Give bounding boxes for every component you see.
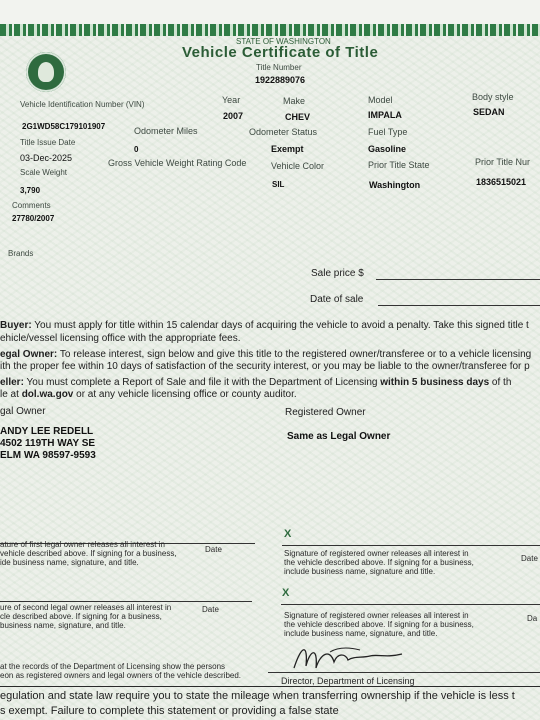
vehicle-color-value: SIL xyxy=(272,180,285,189)
odometer-miles-value: 0 xyxy=(134,145,139,154)
mileage-statement-1: egulation and state law require you to state the mileage when transferring ownership if the vehicle is less t xyxy=(0,690,515,702)
legal-owner-address-2: ELM WA 98597-9593 xyxy=(0,450,96,461)
title-number-label: Title Number xyxy=(256,63,302,72)
legal-owner-name: ANDY LEE REDELL xyxy=(0,426,94,437)
footer-divider xyxy=(0,686,540,687)
registered-owner-label: Registered Owner xyxy=(285,407,366,418)
first-legal-caption-2: vehicle described above. If signing for a business, xyxy=(0,549,177,558)
odometer-status-value: Exempt xyxy=(271,144,304,154)
second-legal-date-label: Date xyxy=(202,605,219,614)
comments-value: 27780/2007 xyxy=(12,214,55,223)
legal-owner-label: gal Owner xyxy=(0,406,46,417)
document-title: Vehicle Certificate of Title xyxy=(182,44,379,61)
gvwr-label: Gross Vehicle Weight Rating Code xyxy=(108,158,247,168)
registered-owner-value: Same as Legal Owner xyxy=(287,431,391,442)
director-signature-icon xyxy=(290,640,410,676)
model-value: IMPALA xyxy=(368,110,402,120)
registered-owner-x-mark: X xyxy=(284,528,292,540)
registered-owner-2-signature-line[interactable] xyxy=(281,604,540,605)
registered-owner-2-x-mark: X xyxy=(282,587,290,599)
model-label: Model xyxy=(368,95,393,105)
registered-2-caption-2: the vehicle described above. If signing for a business, xyxy=(284,620,474,629)
prior-title-state-label: Prior Title State xyxy=(368,160,430,170)
mileage-statement-2: s exempt. Failure to complete this statement or providing a false state xyxy=(0,705,339,717)
vehicle-color-label: Vehicle Color xyxy=(271,161,325,171)
second-legal-signature-line[interactable] xyxy=(0,601,252,602)
legal-owner-address-1: 4502 119TH WAY SE xyxy=(0,438,96,449)
year-value: 2007 xyxy=(223,111,244,121)
second-legal-caption-3: business name, signature, and title. xyxy=(0,621,126,630)
prior-title-state-value: Washington xyxy=(369,180,421,190)
registered-2-caption-1: Signature of registered owner releases all interest in xyxy=(284,611,469,620)
prior-title-number-label: Prior Title Nur xyxy=(475,157,531,167)
odometer-miles-label: Odometer Miles xyxy=(134,126,198,136)
records-statement-1: at the records of the Department of Licensing show the persons xyxy=(0,662,226,671)
make-value: CHEV xyxy=(285,112,311,122)
sale-date-label: Date of sale xyxy=(310,294,364,305)
vin-value: 2G1WD58C179101907 xyxy=(22,122,106,131)
legal-owner-notice-line2: ith the proper fee within 10 days of satisfaction of the security interest, or you may be liable to the owner/transferee for p xyxy=(0,361,530,372)
registered-owner-signature-line[interactable] xyxy=(282,545,540,546)
buyer-notice: Buyer: You must apply for title within 15 calendar days of acquiring the vehicle to avoid a penalty. Take this signed title t xyxy=(0,320,529,331)
odometer-status-label: Odometer Status xyxy=(249,127,318,137)
registered-2-date-label: Da xyxy=(527,614,538,623)
director-title: Director, Department of Licensing xyxy=(281,676,415,686)
sale-date-line[interactable] xyxy=(378,305,540,306)
brands-label: Brands xyxy=(8,249,34,258)
comments-label: Comments xyxy=(12,201,51,210)
registered-caption-1: Signature of registered owner releases all interest in xyxy=(284,549,469,558)
director-signature-line xyxy=(268,672,540,673)
seller-notice-line2: le at dol.wa.gov or at any vehicle licensing office or county auditor. xyxy=(0,389,297,400)
legal-owner-notice: egal Owner: To release interest, sign below and give this title to the registered owner/transferee or to a vehicle licensing xyxy=(0,349,532,360)
body-style-label: Body style xyxy=(472,92,514,102)
registered-caption-2: the vehicle described above. If signing for a business, xyxy=(284,558,474,567)
first-legal-caption-3: ide business name, signature, and title. xyxy=(0,558,139,567)
title-issue-date-label: Title Issue Date xyxy=(20,138,76,147)
second-legal-caption-2: cle described above. If signing for a business, xyxy=(0,612,162,621)
year-label: Year xyxy=(222,95,241,105)
first-legal-date-label: Date xyxy=(205,545,222,554)
second-legal-caption-1: ure of second legal owner releases all interest in xyxy=(0,603,172,612)
registered-2-caption-3: include business name, signature, and title. xyxy=(284,629,438,638)
registered-date-label: Date xyxy=(521,554,538,563)
prior-title-number-value: 1836515021 xyxy=(476,177,527,187)
buyer-notice-line2: ehicle/vessel licensing office with the appropriate fees. xyxy=(0,333,241,344)
title-issue-date-value: 03-Dec-2025 xyxy=(20,153,73,163)
state-name: STATE OF WASHINGTON xyxy=(236,37,331,46)
title-number: 1922889076 xyxy=(255,75,306,85)
scale-weight-value: 3,790 xyxy=(20,186,41,195)
body-style-value: SEDAN xyxy=(473,107,505,117)
make-label: Make xyxy=(283,96,306,106)
green-border xyxy=(0,24,540,36)
seller-notice: eller: You must complete a Report of Sale and file it with the Department of Licensing within 5 business days of th xyxy=(0,377,512,388)
registered-caption-3: include business name, signature and title. xyxy=(284,567,436,576)
fuel-type-label: Fuel Type xyxy=(368,127,408,137)
first-legal-caption-1: ature of first legal owner releases all interest in xyxy=(0,540,165,549)
state-seal-icon xyxy=(26,52,66,92)
records-statement-2: eon as registered owners and legal owners of the vehicle described. xyxy=(0,671,242,680)
fuel-type-value: Gasoline xyxy=(368,144,407,154)
vin-label: Vehicle Identification Number (VIN) xyxy=(20,100,145,109)
scale-weight-label: Scale Weight xyxy=(20,168,67,177)
sale-price-line[interactable] xyxy=(376,279,540,280)
sale-price-label: Sale price $ xyxy=(311,268,364,279)
